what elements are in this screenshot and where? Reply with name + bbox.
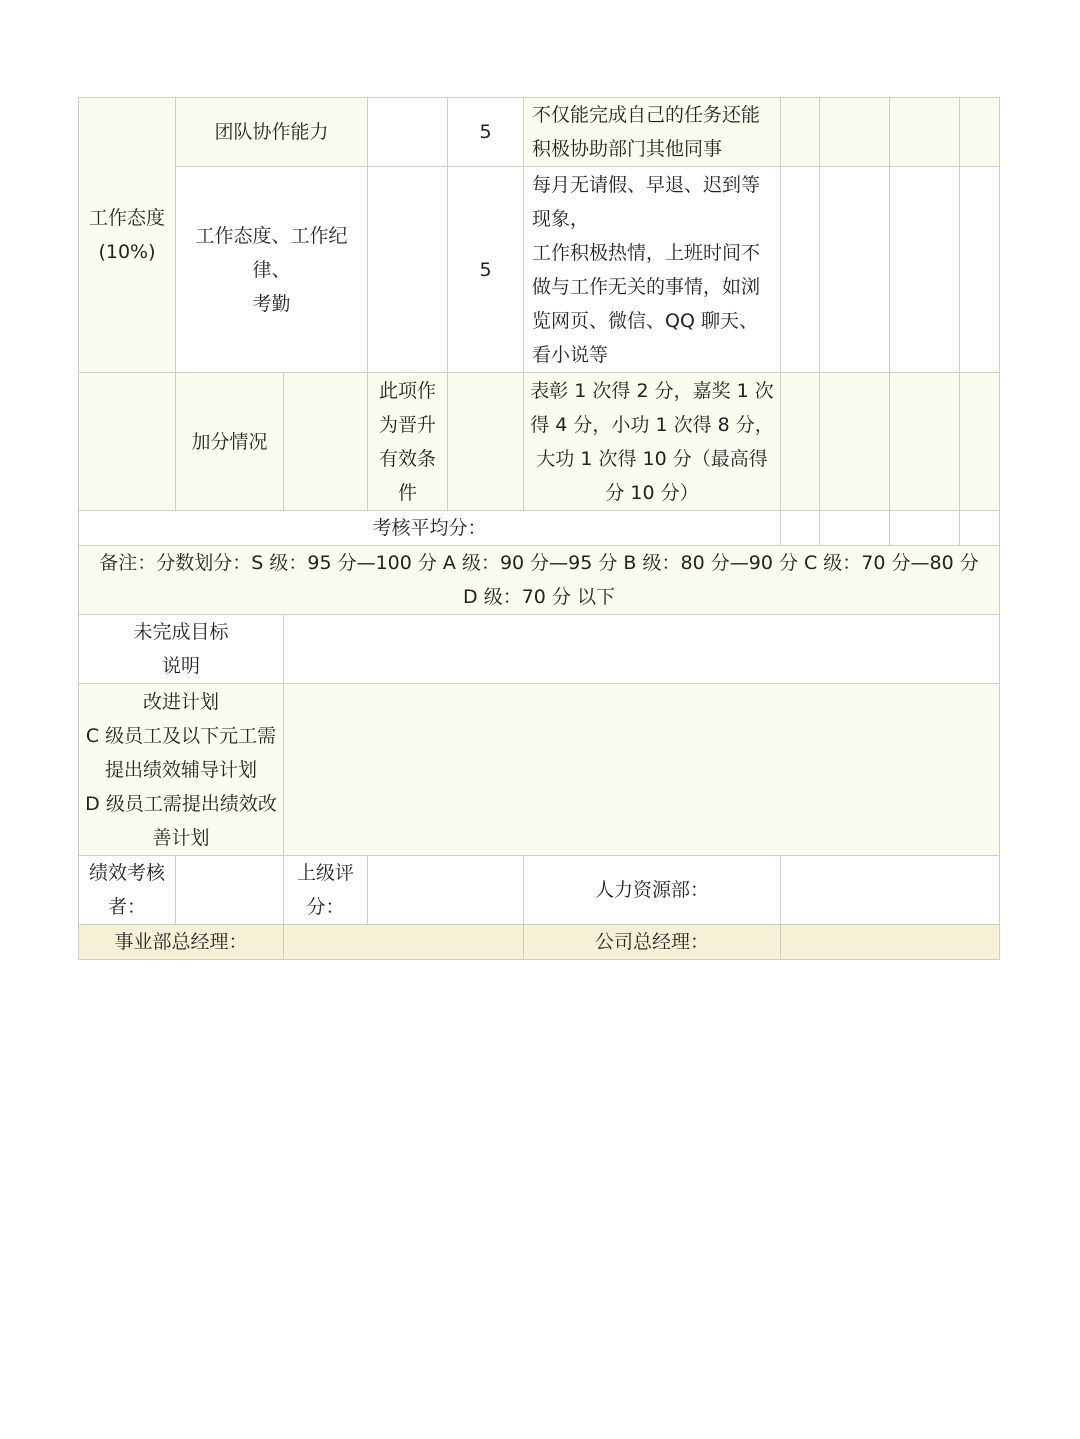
bonus-note: 此项作为晋升有效条件 (368, 373, 448, 511)
grade-remark: 备注：分数划分：S 级：95 分—100 分 A 级：90 分—95 分 B 级：80 分—90 分 C 级：70 分—80 分 D 级：70 分 以下 (79, 546, 1000, 615)
score-cell[interactable] (781, 167, 820, 373)
performance-table (78, 97, 1000, 960)
item-attitude: 工作态度、工作纪律、 考勤 (176, 167, 368, 373)
average-label: 考核平均分： (79, 511, 781, 546)
unfinished-input[interactable] (284, 615, 1000, 684)
general-manager-label: 公司总经理： (524, 925, 781, 960)
score-cell[interactable] (890, 373, 960, 511)
superior-label: 上级评分： (284, 856, 368, 925)
score-cell[interactable] (890, 167, 960, 373)
item-teamwork: 团队协作能力 (176, 98, 368, 167)
general-manager-input[interactable] (781, 925, 1000, 960)
standard-bonus: 表彰 1 次得 2 分，嘉奖 1 次得 4 分，小功 1 次得 8 分，大功 1 次得 10 分（最高得分 10 分） (524, 373, 781, 511)
category-empty (79, 373, 176, 511)
score-cell[interactable] (820, 373, 890, 511)
average-cell[interactable] (960, 511, 1000, 546)
plan-input[interactable] (284, 684, 1000, 856)
standard-attitude: 每月无请假、早退、迟到等现象， 工作积极热情，上班时间不做与工作无关的事情，如浏览网页、微信、QQ 聊天、看小说等 (524, 167, 781, 373)
unfinished-label: 未完成目标 说明 (79, 615, 284, 684)
assessor-label: 绩效考核者： (79, 856, 176, 925)
score-cell[interactable] (890, 98, 960, 167)
score-empty[interactable] (368, 98, 448, 167)
plan-label: 改进计划 C 级员工及以下元工需提出绩效辅导计划 D 级员工需提出绩效改善计划 (79, 684, 284, 856)
score-cell[interactable] (960, 98, 1000, 167)
weight-teamwork: 5 (448, 98, 524, 167)
score-cell[interactable] (781, 373, 820, 511)
bonus-empty[interactable] (284, 373, 368, 511)
score-cell[interactable] (960, 167, 1000, 373)
score-empty[interactable] (368, 167, 448, 373)
average-cell[interactable] (781, 511, 820, 546)
assessor-input[interactable] (176, 856, 284, 925)
division-manager-label: 事业部总经理： (79, 925, 284, 960)
score-cell[interactable] (820, 167, 890, 373)
hr-input[interactable] (781, 856, 1000, 925)
standard-teamwork: 不仅能完成自己的任务还能积极协助部门其他同事 (524, 98, 781, 167)
hr-label: 人力资源部： (524, 856, 781, 925)
score-cell[interactable] (820, 98, 890, 167)
weight-attitude: 5 (448, 167, 524, 373)
division-manager-input[interactable] (284, 925, 524, 960)
category-cell: 工作态度(10%) (79, 98, 176, 373)
average-cell[interactable] (890, 511, 960, 546)
weight-empty[interactable] (448, 373, 524, 511)
score-cell[interactable] (960, 373, 1000, 511)
average-cell[interactable] (820, 511, 890, 546)
superior-input[interactable] (368, 856, 524, 925)
score-cell[interactable] (781, 98, 820, 167)
item-bonus: 加分情况 (176, 373, 284, 511)
